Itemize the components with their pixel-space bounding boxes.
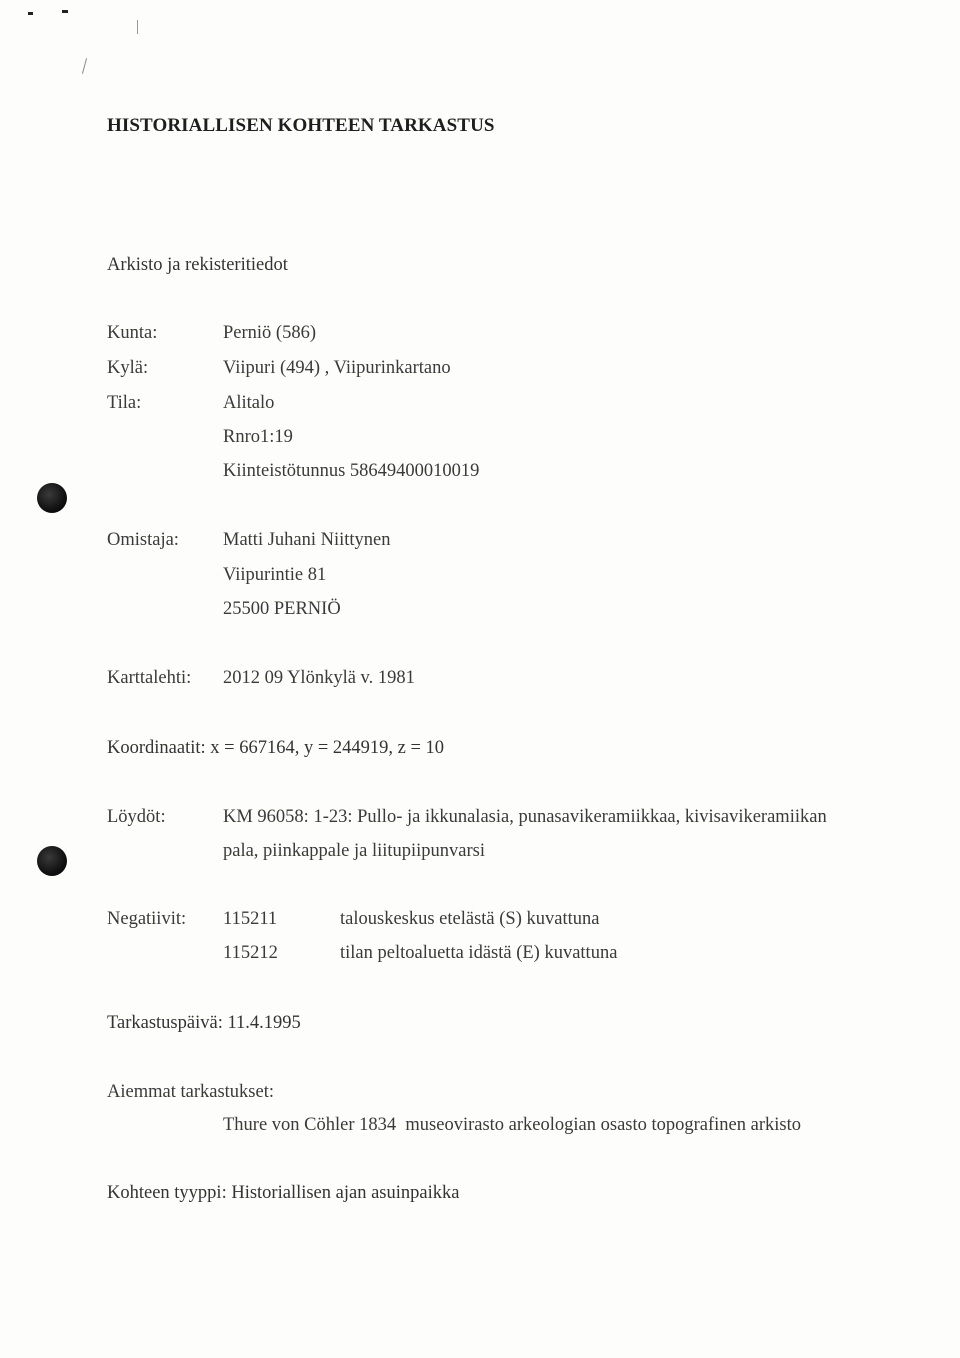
tila-line: Kiinteistötunnus 58649400010019: [223, 461, 480, 481]
scan-speck: [82, 58, 87, 74]
negative-description: tilan peltoaluetta idästä (E) kuvattuna: [340, 943, 618, 963]
omistaja-line: 25500 PERNIÖ: [223, 599, 341, 619]
negative-description: talouskeskus etelästä (S) kuvattuna: [340, 909, 600, 929]
negative-number: 115211: [223, 909, 278, 929]
kunta-label: Kunta:: [107, 323, 158, 343]
document-title: HISTORIALLISEN KOHTEEN TARKASTUS: [107, 115, 495, 136]
tila-line: Rnro1:19: [223, 427, 293, 447]
tila-line: Alitalo: [223, 393, 275, 413]
loydot-line: pala, piinkappale ja liitupiipunvarsi: [223, 841, 486, 861]
aiemmat-label: Aiemmat tarkastukset:: [107, 1082, 274, 1102]
koordinaatit-line: Koordinaatit: x = 667164, y = 244919, z = 10: [107, 738, 445, 758]
kyla-label: Kylä:: [107, 358, 149, 378]
negative-number: 115212: [223, 943, 278, 963]
omistaja-line: Viipurintie 81: [223, 565, 327, 585]
loydot-label: Löydöt:: [107, 807, 166, 827]
karttalehti-value: 2012 09 Ylönkylä v. 1981: [223, 668, 415, 688]
punch-hole-upper: [37, 483, 67, 513]
section-heading: Arkisto ja rekisteritiedot: [107, 255, 288, 275]
scan-speck: [62, 10, 68, 13]
punch-hole-lower: [37, 846, 67, 876]
omistaja-line: Matti Juhani Niittynen: [223, 530, 391, 550]
kyla-value: Viipuri (494) , Viipurinkartano: [223, 358, 451, 378]
scan-speck: [137, 20, 138, 34]
aiemmat-value: Thure von Cöhler 1834 museovirasto arkeologian osasto topografinen arkisto: [223, 1115, 801, 1135]
tarkastuspaiva-line: Tarkastuspäivä: 11.4.1995: [107, 1013, 301, 1033]
scan-speck: [28, 12, 33, 15]
kohteen-tyyppi-line: Kohteen tyyppi: Historiallisen ajan asuinpaikka: [107, 1183, 460, 1203]
negatiivit-label: Negatiivit:: [107, 909, 187, 929]
loydot-line: KM 96058: 1-23: Pullo- ja ikkunalasia, punasavikeramiikkaa, kivisavikeramiikan: [223, 807, 827, 827]
karttalehti-label: Karttalehti:: [107, 668, 192, 688]
tila-label: Tila:: [107, 393, 142, 413]
kunta-value: Perniö (586): [223, 323, 316, 343]
omistaja-label: Omistaja:: [107, 530, 179, 550]
